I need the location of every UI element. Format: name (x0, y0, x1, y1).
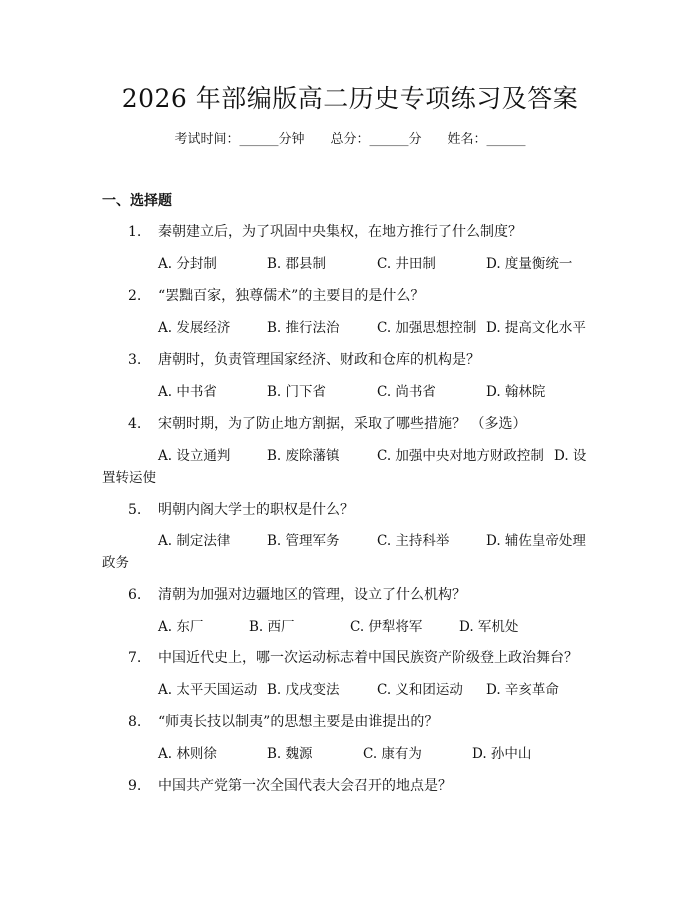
option-d: D. 翰林院 (486, 384, 546, 400)
question-stem: 秦朝建立后，为了巩固中央集权，在地方推行了什么制度？ (158, 224, 522, 240)
option-a: A. 中书省 (158, 384, 217, 400)
question-stem: 中国近代史上，哪一次运动标志着中国民族资产阶级登上政治舞台？ (158, 650, 578, 666)
question-number: 5. (128, 502, 142, 518)
option-a: A. 制定法律 (158, 533, 231, 549)
question-number: 3. (128, 352, 142, 368)
option-d: D. 设 (554, 448, 587, 464)
total-score-field: 总分：______分 (330, 132, 422, 147)
option-c: C. 伊犁将军 (350, 619, 423, 635)
option-d-continuation: 政务 (102, 555, 129, 571)
option-d: D. 军机处 (459, 619, 519, 635)
option-a: A. 林则徐 (158, 746, 217, 762)
section-title: 一、选择题 (102, 193, 172, 209)
option-b: B. 门下省 (267, 384, 327, 400)
option-d: D. 孙中山 (472, 746, 532, 762)
exam-meta (0, 130, 700, 150)
option-b: B. 郡县制 (267, 256, 327, 272)
name-field: 姓名：______ (447, 132, 526, 147)
question-number: 8. (128, 714, 142, 730)
option-c: C. 康有为 (363, 746, 422, 762)
option-d: D. 辅佐皇帝处理 (486, 533, 586, 549)
question-stem: 明朝内阁大学士的职权是什么？ (158, 502, 354, 518)
option-b: B. 戊戌变法 (267, 682, 340, 698)
question-stem: 宋朝时期，为了防止地方割据，采取了哪些措施？ （多选） (158, 416, 527, 432)
option-a: A. 发展经济 (158, 320, 231, 336)
option-b: B. 管理军务 (267, 533, 340, 549)
question-number: 2. (128, 288, 142, 304)
question-stem: 中国共产党第一次全国代表大会召开的地点是？ (158, 778, 452, 794)
option-b: B. 西厂 (249, 619, 295, 635)
option-a: A. 设立通判 (158, 448, 231, 464)
option-c: C. 加强中央对地方财政控制 (377, 448, 544, 464)
question-stem: 唐朝时，负责管理国家经济、财政和仓库的机构是？ (158, 352, 480, 368)
option-d: D. 辛亥革命 (486, 682, 559, 698)
option-a: A. 分封制 (158, 256, 217, 272)
option-b: B. 推行法治 (267, 320, 340, 336)
option-c: C. 义和团运动 (377, 682, 463, 698)
option-a: A. 东厂 (158, 619, 204, 635)
question-number: 4. (128, 416, 142, 432)
document-title: 2026 年部编版高二历史专项练习及答案 (121, 84, 579, 113)
option-d: D. 度量衡统一 (486, 256, 573, 272)
option-a: A. 太平天国运动 (158, 682, 258, 698)
question-stem: “罢黜百家，独尊儒术”的主要目的是什么？ (158, 288, 425, 304)
option-c: C. 尚书省 (377, 384, 436, 400)
option-d-continuation: 置转运使 (102, 470, 156, 486)
question-number: 7. (128, 650, 142, 666)
question-stem: “师夷长技以制夷”的思想主要是由谁提出的？ (158, 714, 439, 730)
option-c: C. 主持科举 (377, 533, 450, 549)
question-number: 9. (128, 778, 142, 794)
exam-time-field: 考试时间：______分钟 (174, 132, 305, 147)
option-b: B. 魏源 (267, 746, 313, 762)
option-d: D. 提高文化水平 (486, 320, 586, 336)
question-number: 6. (128, 587, 142, 603)
option-c: C. 加强思想控制 (377, 320, 477, 336)
option-b: B. 废除藩镇 (267, 448, 340, 464)
question-stem: 清朝为加强对边疆地区的管理，设立了什么机构？ (158, 587, 466, 603)
question-number: 1. (128, 224, 142, 240)
option-c: C. 井田制 (377, 256, 436, 272)
